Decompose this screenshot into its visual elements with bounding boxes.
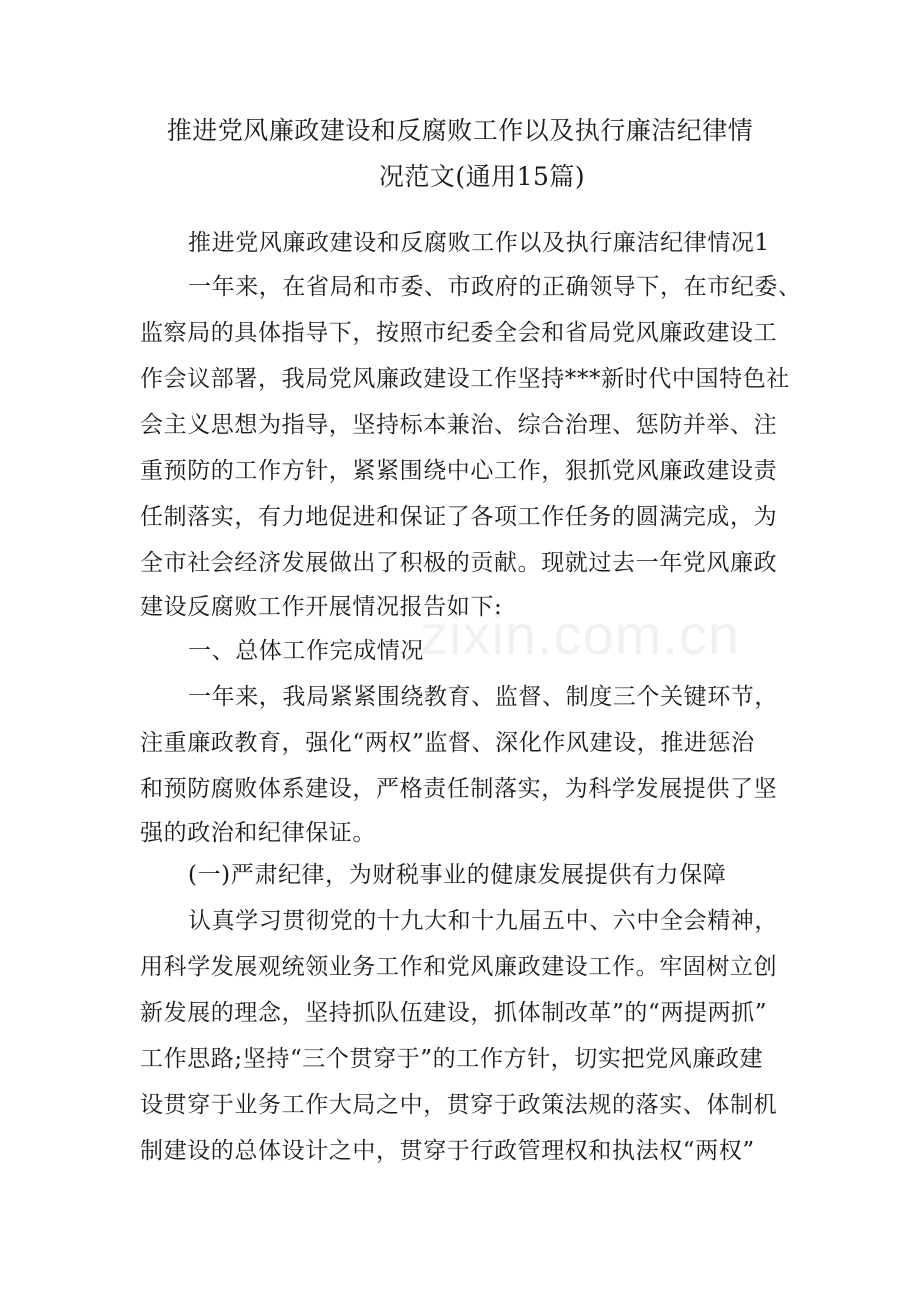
paragraph-line: 监察局的具体指导下，按照市纪委全会和省局党风廉政建设工 <box>140 320 778 346</box>
watermark: zixin.com.cn <box>420 603 741 666</box>
paragraph-line: 用科学发展观统领业务工作和党风廉政建设工作。牢固树立创 <box>140 954 778 980</box>
document-title-line-2: 况范文(通用15篇) <box>378 162 586 191</box>
section-heading: 一、总体工作完成情况 <box>188 638 424 664</box>
paragraph-line: 重预防的工作方针，紧紧围绕中心工作，狠抓党风廉政建设责 <box>140 458 778 484</box>
paragraph-line: 作会议部署，我局党风廉政建设工作坚持***新时代中国特色社 <box>140 366 790 392</box>
paragraph-line: 一年来，在省局和市委、市政府的正确领导下，在市纪委、 <box>188 274 802 300</box>
section-heading: 推进党风廉政建设和反腐败工作以及执行廉洁纪律情况1 <box>188 230 770 256</box>
paragraph-line: 全市社会经济发展做出了积极的贡献。现就过去一年党风廉政 <box>140 550 778 576</box>
paragraph-line: 设贯穿于业务工作大局之中，贯穿于政策法规的落实、体制机 <box>140 1092 778 1118</box>
paragraph-line: 任制落实，有力地促进和保证了各项工作任务的圆满完成，为 <box>140 504 778 530</box>
paragraph-line: 会主义思想为指导，坚持标本兼治、综合治理、惩防并举、注 <box>140 412 778 438</box>
paragraph-line: 强的政治和纪律保证。 <box>140 820 376 846</box>
subsection-heading: (一)严肃纪律，为财税事业的健康发展提供有力保障 <box>188 862 727 888</box>
paragraph-line: 一年来，我局紧紧围绕教育、监督、制度三个关键环节， <box>188 684 778 710</box>
paragraph-line: 新发展的理念，坚持抓队伍建设，抓体制改革”的“两提两抓” <box>140 1000 768 1026</box>
paragraph-line: 注重廉政教育，强化“两权”监督、深化作风建设，推进惩治 <box>140 730 755 756</box>
paragraph-line: 制建设的总体设计之中，贯穿于行政管理权和执法权“两权” <box>140 1138 755 1164</box>
paragraph-line: 建设反腐败工作开展情况报告如下: <box>140 594 503 620</box>
paragraph-line: 工作思路;坚持“三个贯穿于”的工作方针，切实把党风廉政建 <box>140 1046 764 1072</box>
paragraph-line: 认真学习贯彻党的十九大和十九届五中、六中全会精神， <box>188 908 778 934</box>
paragraph-line: 和预防腐败体系建设，严格责任制落实，为科学发展提供了坚 <box>140 776 778 802</box>
document-title-line-1: 推进党风廉政建设和反腐败工作以及执行廉洁纪律情 <box>166 116 754 145</box>
